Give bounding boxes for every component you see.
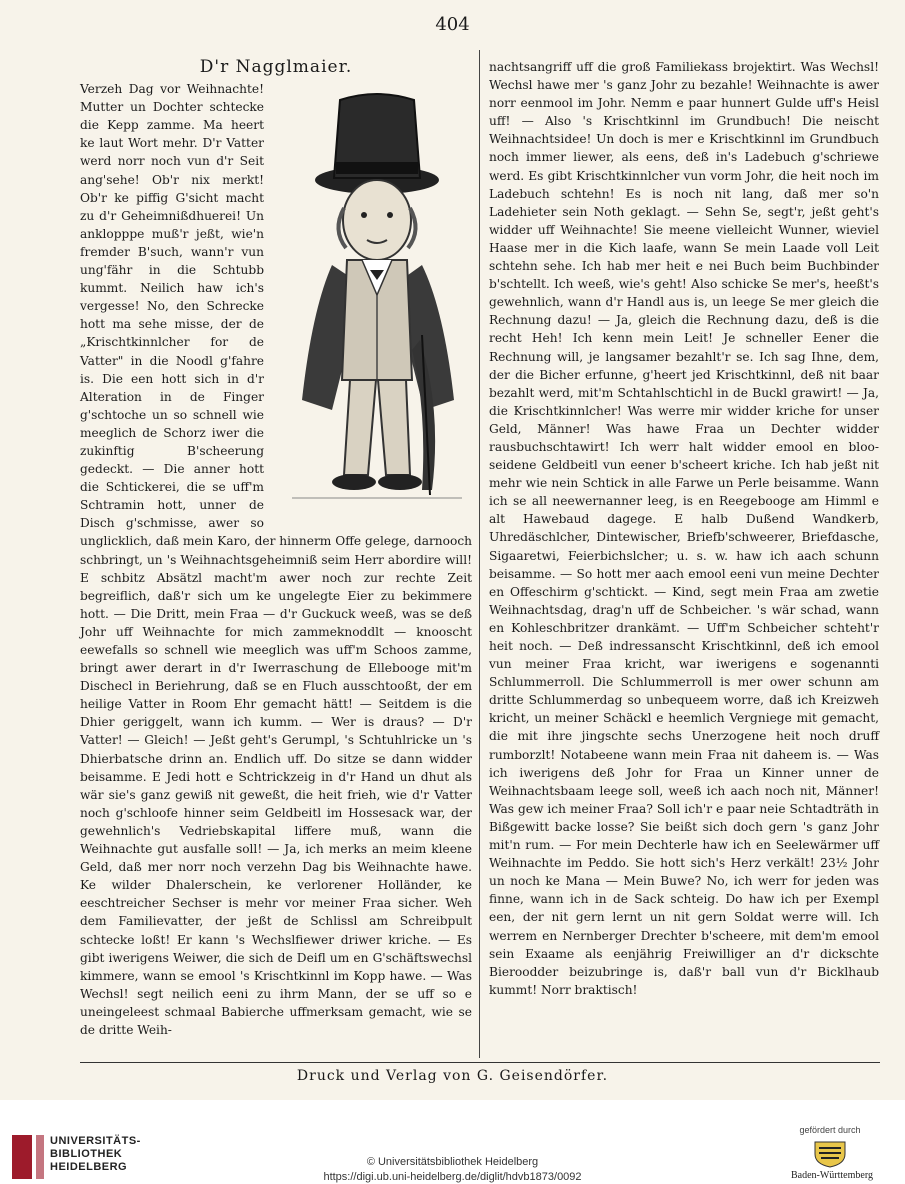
copyright-notice: © Universitätsbibliothek Heidelberg <box>366 1156 539 1168</box>
imprint-rule <box>80 1062 880 1063</box>
article-title: D'r Nagglmaier. <box>199 57 353 77</box>
page-number: 404 <box>435 14 470 35</box>
page-url-link[interactable]: https://digi.ub.uni-heidelberg.de/diglit/hdvb1873/0092 <box>323 1171 582 1183</box>
right-column-text: nachtsangriff uff die groß Familiekass brojektirt. Was Wechsl! Wechsl hawe mer 's ganz Johr zu bezahle! Weihnachte is awer norr eenmool im Johr. Nemm e paar hunnert Gulde uff's Heisl uff! — Also 's Krischtkinnl im Grundbuch! Die neischt Weihnachtsidee! Un doch is mer e Krischtkinnl im Grundbuch noch immer liewer, als eens, deß in's Ladebuch g'schriewe werd. Es gibt Krischtkinnlcher vun vorm Johr, die heit noch im Ladebuch schtehn! Es is noch nit lang, daß mer so'n Ladehieter sein Noth geklagt. — Sehn Se, segt'r, jeßt geht's widder uff Weihnachte! Sie meene vielleicht Wunner, wieviel Haase mer in die Kich laafe, wann Se mein Laade voll Leit schtehn sehe. Ich hab mer heit e nei Buch beim Buchbinder b'schtellt. Ich weeß, wie's geht! Also schicke Se mer's, heeßt's gewehnlich, wann d'r Handl aus is, un leege Se mer gleich die Rechnung dazu! — Ja, gleich die Rechnung dazu, deß is die recht Heh! Ich kenn mein Leit! Je schneller Eener die Rechnung will, je langsamer bezahlt'r se. Ich sag Ihne, dem, der die Bicher erfunne, g'heert jed Krischtkinnl, deß nit baar bezahlt werd, mit'm Schtahlschtichl in de Buckl grawirt! — Ja, die Krischtkinnlcher! Was werre mir widder kriche for unser Geld, Männer! Was hawe Fraa un Dechter widder rausbuchschtawirt! Ich werr halt widder emool en bloo-seidene Geldbeitl vun eener b'scheert kriche. Ich hab jeßt nit mehr wie nein Schtick in alle Farwe un Perle beisamme. Wann ich se all neewernanner leeg, is en Reegebooge am Himml e alt Hawebaud dagege. E halb Dußend Wandkerb, Uhredäschlcher, Dintewischer, Briefb'schweerer, Briefdasche, Sigaaretwi, Feierbichslcher; u. s. w. haw ich aach schunn beisamme. — So hott mer aach emool eeni vun meine Dechter en Offeschirm g'schtickt. — Kind, segt mein Fraa am zwetie Weihnachtsdag, drag'n uff de Schbeicher. 's wär schad, wann en Kohleschbritzer drankämt. — Uff'm Schbeicher schteht'r heit noch. — Deß indressanscht Krischtkinnl, deß ich emool vun meiner Fraa kricht, war iwerigens e sogenannti Schlummerroll. Die Schlummerroll is mer ower schunn am dritte Schlummerdag so unbequeem worre, daß ich Kreizweh kricht, un meiner Schäckl e heemlich Vergniege mit gemacht, die mit ihre jingschte sechs Unerzogene heit noch druff rumborzlt! Notabeene wann mein Fraa nit daheem is. — Was ich iwerigens deß Johr for Fraa un Kinner unner de Weihnachtsbaam leege soll, weeß ich aach noch nit, Männer! Was gew ich meiner Fraa? Soll ich'r e paar neie Schtadträth in Bißgewitt backe losse? Sie beißt sich doch gern 's ganz Johr mit'n rum. — For mein Dechterle haw ich en Seelewärmer uff Weihnachte im Peddo. Sie hott sich's Herz verkält! 23½ Johr un noch ke Mana — Mein Buwe? No, ich werr for jeden was finne, wann ich in de Sack schteig. Do haw ich per Exempl een, der nit gern lernt un nit gern Soldat werre will. Ich werrem en Nernberger Drechter b'scheere, mit dem'm emool sein Exaame als eenjährig Freiwilliger an d'r dickschte Bieroodder beizubringe is, daß'r ball vun d'r Bicklhaub kummt! Norr braktisch! <box>489 60 879 997</box>
left-column-text: Verzeh Dag vor Weihnachte! Mutter un Dochter schtecke die Kepp zamme. Ma heert ke laut Wort mehr. D'r Vatter werd norr noch vun d'r Seit ang'sehe! Ob'r nix merkt! Ob'r ke piffig G'sicht macht zu d'r Geheimnißdhuerei! Un anklopppe muß'r jeßt, wie'n fremder B'such, wann'r vun ung'fähr in die Schtubb kummt. Neilich haw ich's vergesse! No, den Schrecke hott ma sehe misse, der de „Krischtkinnlcher for de Vatter" in die Noodl g'fahre is. Die een hott sich in d'r Alteration in de Finger g'schtoche un so schnell wie meeglich de Schorz iwer die zukinftig B'scheerung gedeckt. — Die anner hott die Schtickerei, die se uff'm Schtramin hott, unner de Disch g'schmisse, awer so unglicklich, daß mein Karo, der hinnerm Offe gelege, darnooch schbringt, un 's Weihnachtsgeheimniß seim Herr abordire will! E schbitz Absätzl macht'm awer noch zur rechte Zeit begreiflich, daß'r sich um ke ungelegte Eier zu bekimmere hott. — Die Dritt, mein Fraa — d'r Guckuck weeß, was se deß Johr uff Weihnachte for mich zammeknoddlt — knooscht eewefalls so schnell wie meeglich was uff'm Schoos zamme, bringt awer derart in d'r Iwerraschung de Ellebooge mit'm Dischecl in Beriehrung, daß se en Fluch ausschtooßt, der em heilige Vatter in Room Ehr gemacht hätt! — Seitdem is die Dhier geriggelt, wann ich kumm. — Wer is draus? — D'r Vatter! — Gleich! — Jeßt geht's Gerumpl, 's Schtuhlricke un 's Dhierbatsche drinn an. Endlich uff. Do sitze se dann widder beisamme. E Jedi hott e Schtrickzeig in d'r Hand un dhut als wär sie's ganz gewiß nit geweßt, die heit frieh, wie d'r Vatter noch g'schloofe hinner seim Geldbeitl im Hossesack war, der gewehnlich's Vedriebskapital liffere muß, wann die Weihnachte gut ausfalle soll! — Ja, ich merks an meim kleene Geld, daß mer norr noch verzehn Dag bis Weihnachte hawe. Ke wilder Dhalerschein, ke verlorener Holländer, ke eeschtreicher Sechser is mehr vor meiner Fraa sicher. Weh dem Familievatter, der jeßt de Schlissl am Schreibpult schtecke loßt! Er kann 's Wechslfiewer driwer kriche. — Es gibt iwerigens Weiwer, die sich de Deifl um en G'schäftswechsl kimmere, wann se emool 's Krischtkinnl im Kopp hawe. — Was Wechsl! segt neilich eeni zu ihrm Mann, der se uff so e uneingeleest schmaal Babierche uffmerksam gemacht, wie se de dritte Weih- <box>80 82 472 1037</box>
illustration-man-top-hat <box>272 80 472 511</box>
right-column <box>489 58 879 999</box>
library-name: UNIVERSITÄTS- BIBLIOTHEK HEIDELBERG <box>50 1135 141 1173</box>
imprint: Druck und Verlag von G. Geisendörfer. <box>296 1068 609 1084</box>
funder-name: Baden-Württemberg <box>790 1170 873 1181</box>
left-column <box>80 58 472 1039</box>
column-divider <box>479 50 480 1058</box>
baden-wuerttemberg-crest-icon <box>811 1138 849 1168</box>
funded-by-label: gefördert durch <box>799 1125 861 1135</box>
